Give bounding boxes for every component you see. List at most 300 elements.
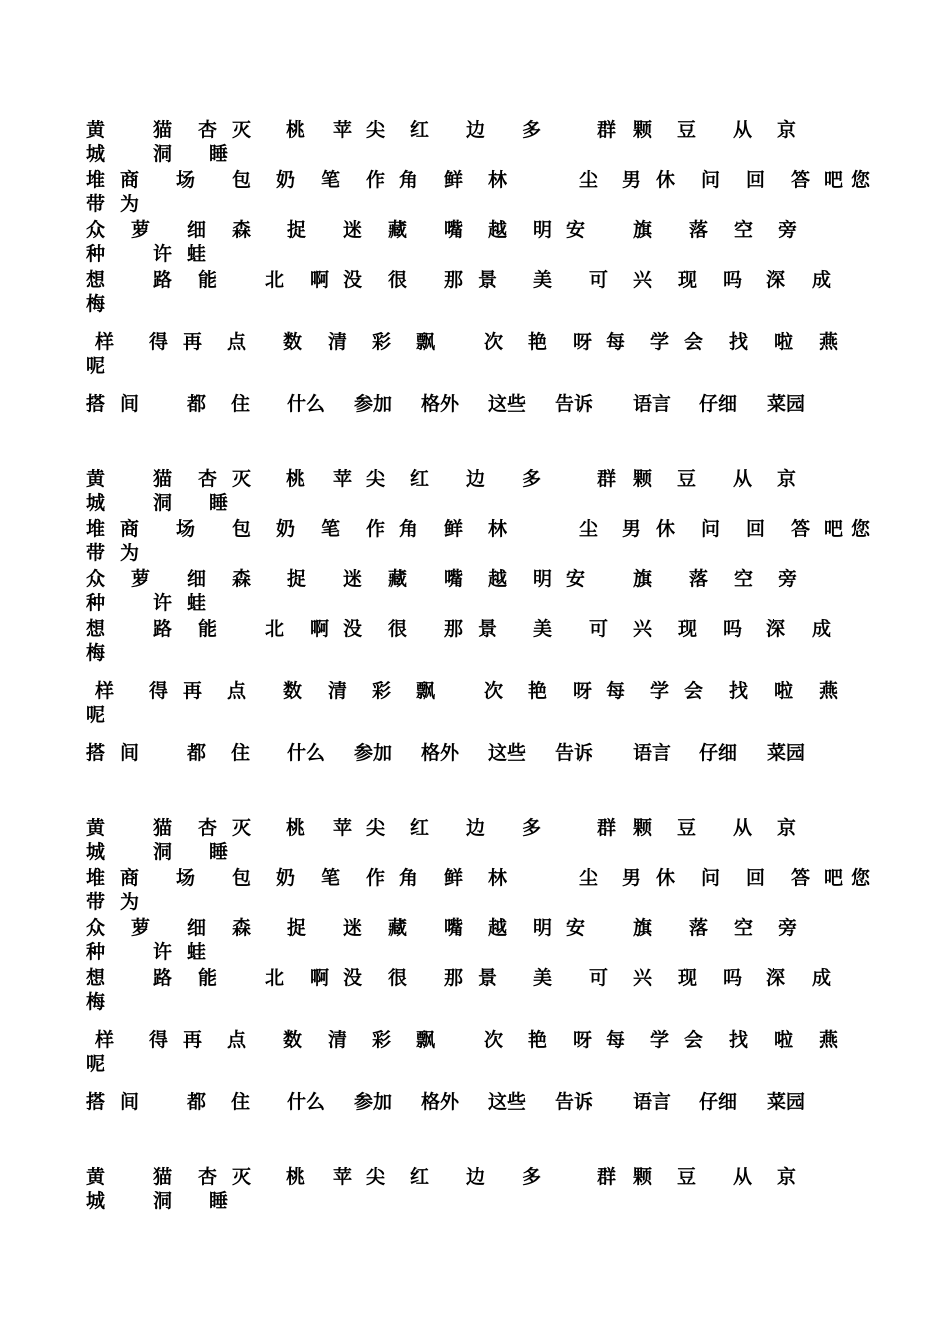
character-cell: 边 bbox=[466, 468, 486, 490]
character-cell: 参加 bbox=[354, 1091, 393, 1113]
character-cell: 笔 bbox=[321, 867, 341, 889]
character-cell: 男 bbox=[622, 518, 642, 540]
character-cell: 能 bbox=[198, 618, 218, 640]
text-line bbox=[86, 141, 856, 167]
character-cell: 现 bbox=[678, 967, 698, 989]
character-cell: 现 bbox=[678, 269, 698, 291]
text-line bbox=[86, 490, 856, 516]
character-cell: 包 bbox=[232, 518, 252, 540]
character-cell: 细 bbox=[187, 917, 207, 939]
character-cell: 众 bbox=[86, 917, 106, 939]
character-cell: 种 bbox=[86, 243, 106, 265]
character-cell: 猫 bbox=[153, 1166, 173, 1188]
character-cell: 颗 bbox=[633, 468, 653, 490]
character-cell: 堆 bbox=[86, 518, 106, 540]
character-cell: 住 bbox=[231, 1091, 251, 1113]
character-cell: 兴 bbox=[633, 967, 653, 989]
character-cell: 角 bbox=[399, 169, 419, 191]
character-cell: 格外 bbox=[421, 393, 460, 415]
character-cell: 颗 bbox=[633, 1166, 653, 1188]
character-cell: 菜园 bbox=[767, 1091, 806, 1113]
character-cell: 堆 bbox=[86, 867, 106, 889]
character-cell: 奶 bbox=[276, 518, 296, 540]
character-cell: 洞 bbox=[153, 143, 173, 165]
text-line bbox=[86, 1027, 856, 1053]
character-cell: 样 bbox=[95, 680, 115, 702]
text-line bbox=[86, 915, 856, 941]
character-cell: 语言 bbox=[633, 1091, 672, 1113]
character-cell: 尖 bbox=[366, 817, 386, 839]
character-cell: 都 bbox=[187, 393, 207, 415]
character-cell: 搭 bbox=[86, 1091, 106, 1113]
character-cell: 旁 bbox=[778, 219, 798, 241]
character-cell: 旁 bbox=[778, 917, 798, 939]
character-cell: 桃 bbox=[286, 817, 306, 839]
character-cell: 堆 bbox=[86, 169, 106, 191]
character-cell: 成 bbox=[812, 269, 832, 291]
character-cell: 多 bbox=[522, 1166, 542, 1188]
character-cell: 京 bbox=[777, 1166, 797, 1188]
character-cell: 清 bbox=[328, 680, 348, 702]
character-cell: 桃 bbox=[286, 1166, 306, 1188]
character-cell: 京 bbox=[777, 817, 797, 839]
character-cell: 萝 bbox=[131, 917, 151, 939]
character-cell: 从 bbox=[733, 119, 753, 141]
character-cell: 呢 bbox=[86, 704, 106, 726]
text-line bbox=[86, 1164, 856, 1190]
character-cell: 细 bbox=[187, 568, 207, 590]
character-cell: 洞 bbox=[153, 492, 173, 514]
character-cell: 什么 bbox=[287, 393, 326, 415]
character-cell: 很 bbox=[388, 967, 408, 989]
character-cell: 什么 bbox=[287, 742, 326, 764]
character-cell: 北 bbox=[265, 269, 285, 291]
character-cell: 找 bbox=[729, 1029, 749, 1051]
character-cell: 兴 bbox=[633, 618, 653, 640]
character-cell: 搭 bbox=[86, 742, 106, 764]
character-cell: 告诉 bbox=[555, 742, 594, 764]
text-line bbox=[86, 965, 856, 991]
character-cell: 样 bbox=[95, 331, 115, 353]
character-cell: 住 bbox=[231, 742, 251, 764]
character-cell: 菜园 bbox=[767, 393, 806, 415]
character-cell: 尖 bbox=[366, 468, 386, 490]
character-cell: 再 bbox=[183, 680, 203, 702]
text-line bbox=[86, 616, 856, 642]
character-cell: 群 bbox=[597, 817, 617, 839]
character-cell: 您 bbox=[851, 169, 871, 191]
character-cell: 次 bbox=[484, 331, 504, 353]
character-cell: 群 bbox=[597, 1166, 617, 1188]
character-cell: 林 bbox=[488, 518, 508, 540]
character-cell: 梅 bbox=[86, 991, 106, 1013]
character-cell: 没 bbox=[343, 618, 363, 640]
character-cell: 猫 bbox=[153, 119, 173, 141]
character-cell: 深 bbox=[766, 269, 786, 291]
character-cell: 城 bbox=[86, 143, 106, 165]
text-line bbox=[86, 678, 856, 704]
character-cell: 森 bbox=[232, 917, 252, 939]
character-cell: 黄 bbox=[86, 468, 106, 490]
character-cell: 休 bbox=[656, 169, 676, 191]
character-cell: 细 bbox=[187, 219, 207, 241]
character-cell: 角 bbox=[399, 867, 419, 889]
character-cell: 呢 bbox=[86, 1053, 106, 1075]
character-cell: 吗 bbox=[723, 618, 743, 640]
character-cell: 猫 bbox=[153, 468, 173, 490]
character-cell: 从 bbox=[733, 1166, 753, 1188]
text-line bbox=[86, 291, 856, 317]
text-line bbox=[86, 889, 856, 915]
character-cell: 得 bbox=[149, 680, 169, 702]
character-cell: 林 bbox=[488, 169, 508, 191]
character-cell: 数 bbox=[283, 680, 303, 702]
character-cell: 可 bbox=[589, 269, 609, 291]
character-cell: 捉 bbox=[287, 568, 307, 590]
character-cell: 燕 bbox=[819, 1029, 839, 1051]
character-cell: 苹 bbox=[333, 468, 353, 490]
character-cell: 那 bbox=[444, 618, 464, 640]
character-cell: 黄 bbox=[86, 119, 106, 141]
text-line bbox=[86, 702, 856, 728]
character-cell: 梅 bbox=[86, 642, 106, 664]
character-cell: 语言 bbox=[633, 393, 672, 415]
character-cell: 飘 bbox=[416, 1029, 436, 1051]
character-cell: 可 bbox=[589, 967, 609, 989]
character-cell: 清 bbox=[328, 331, 348, 353]
character-cell: 许 bbox=[153, 243, 173, 265]
character-cell: 都 bbox=[187, 1091, 207, 1113]
character-cell: 旁 bbox=[778, 568, 798, 590]
character-cell: 蛙 bbox=[187, 592, 207, 614]
character-cell: 休 bbox=[656, 518, 676, 540]
character-cell: 京 bbox=[777, 119, 797, 141]
character-cell: 安 bbox=[566, 219, 586, 241]
character-cell: 那 bbox=[444, 269, 464, 291]
character-cell: 想 bbox=[86, 269, 106, 291]
character-cell: 兴 bbox=[633, 269, 653, 291]
character-cell: 能 bbox=[198, 967, 218, 989]
character-cell: 种 bbox=[86, 941, 106, 963]
character-cell: 场 bbox=[176, 518, 196, 540]
character-cell: 参加 bbox=[354, 742, 393, 764]
character-cell: 这些 bbox=[488, 742, 527, 764]
character-cell: 您 bbox=[851, 867, 871, 889]
character-cell: 这些 bbox=[488, 1091, 527, 1113]
character-cell: 住 bbox=[231, 393, 251, 415]
text-line bbox=[86, 391, 856, 417]
character-cell: 什么 bbox=[287, 1091, 326, 1113]
character-cell: 点 bbox=[227, 1029, 247, 1051]
character-cell: 答 bbox=[791, 518, 811, 540]
character-cell: 明 bbox=[533, 219, 553, 241]
character-cell: 很 bbox=[388, 618, 408, 640]
character-cell: 没 bbox=[343, 967, 363, 989]
character-cell: 群 bbox=[597, 468, 617, 490]
character-cell: 这些 bbox=[488, 393, 527, 415]
character-cell: 景 bbox=[478, 269, 498, 291]
character-cell: 尘 bbox=[579, 169, 599, 191]
character-cell: 回 bbox=[746, 518, 766, 540]
character-cell: 艳 bbox=[528, 1029, 548, 1051]
text-line bbox=[86, 939, 856, 965]
character-cell: 再 bbox=[183, 1029, 203, 1051]
character-cell: 梅 bbox=[86, 293, 106, 315]
character-cell: 景 bbox=[478, 967, 498, 989]
character-cell: 迷 bbox=[343, 917, 363, 939]
character-cell: 明 bbox=[533, 568, 553, 590]
text-line bbox=[86, 117, 856, 143]
character-cell: 黄 bbox=[86, 1166, 106, 1188]
character-cell: 迷 bbox=[343, 219, 363, 241]
character-cell: 豆 bbox=[677, 817, 697, 839]
character-cell: 空 bbox=[734, 568, 754, 590]
character-cell: 答 bbox=[791, 867, 811, 889]
character-cell: 呀 bbox=[573, 331, 593, 353]
character-cell: 商 bbox=[120, 518, 140, 540]
character-cell: 成 bbox=[812, 618, 832, 640]
character-cell: 旗 bbox=[633, 917, 653, 939]
character-cell: 呀 bbox=[573, 680, 593, 702]
character-cell: 笔 bbox=[321, 169, 341, 191]
character-cell: 北 bbox=[265, 618, 285, 640]
character-cell: 蛙 bbox=[187, 941, 207, 963]
character-cell: 飘 bbox=[416, 680, 436, 702]
character-cell: 安 bbox=[566, 568, 586, 590]
character-cell: 嘴 bbox=[444, 219, 464, 241]
character-cell: 森 bbox=[232, 568, 252, 590]
character-cell: 睡 bbox=[209, 1190, 229, 1212]
character-cell: 森 bbox=[232, 219, 252, 241]
text-line bbox=[86, 329, 856, 355]
character-cell: 吧 bbox=[824, 518, 844, 540]
character-cell: 多 bbox=[522, 119, 542, 141]
character-cell: 彩 bbox=[372, 331, 392, 353]
character-cell: 间 bbox=[120, 742, 140, 764]
character-cell: 语言 bbox=[633, 742, 672, 764]
character-cell: 众 bbox=[86, 219, 106, 241]
character-cell: 想 bbox=[86, 618, 106, 640]
character-cell: 笔 bbox=[321, 518, 341, 540]
character-cell: 洞 bbox=[153, 841, 173, 863]
character-cell: 得 bbox=[149, 331, 169, 353]
character-cell: 仔细 bbox=[699, 1091, 738, 1113]
character-cell: 彩 bbox=[372, 680, 392, 702]
character-cell: 猫 bbox=[153, 817, 173, 839]
character-cell: 许 bbox=[153, 592, 173, 614]
text-line bbox=[86, 466, 856, 492]
character-cell: 带 bbox=[86, 542, 106, 564]
character-cell: 灭 bbox=[232, 817, 252, 839]
character-cell: 问 bbox=[701, 867, 721, 889]
character-cell: 萝 bbox=[131, 568, 151, 590]
character-cell: 男 bbox=[622, 169, 642, 191]
character-cell: 商 bbox=[120, 867, 140, 889]
character-cell: 藏 bbox=[388, 917, 408, 939]
text-line bbox=[86, 590, 856, 616]
character-cell: 桃 bbox=[286, 468, 306, 490]
character-cell: 次 bbox=[484, 1029, 504, 1051]
character-cell: 尘 bbox=[579, 867, 599, 889]
character-cell: 空 bbox=[734, 917, 754, 939]
character-cell: 众 bbox=[86, 568, 106, 590]
character-cell: 想 bbox=[86, 967, 106, 989]
character-cell: 捉 bbox=[287, 219, 307, 241]
text-line bbox=[86, 1188, 856, 1214]
character-cell: 路 bbox=[153, 618, 173, 640]
character-cell: 燕 bbox=[819, 331, 839, 353]
character-cell: 红 bbox=[410, 119, 430, 141]
character-cell: 作 bbox=[366, 867, 386, 889]
character-cell: 睡 bbox=[209, 143, 229, 165]
character-cell: 灭 bbox=[232, 119, 252, 141]
character-cell: 豆 bbox=[677, 468, 697, 490]
character-cell: 学 bbox=[650, 680, 670, 702]
character-cell: 告诉 bbox=[555, 393, 594, 415]
text-line bbox=[86, 540, 856, 566]
character-cell: 苹 bbox=[333, 1166, 353, 1188]
character-cell: 从 bbox=[733, 817, 753, 839]
character-cell: 路 bbox=[153, 967, 173, 989]
text-line bbox=[86, 566, 856, 592]
character-cell: 没 bbox=[343, 269, 363, 291]
character-cell: 休 bbox=[656, 867, 676, 889]
character-cell: 群 bbox=[597, 119, 617, 141]
character-cell: 红 bbox=[410, 1166, 430, 1188]
character-cell: 捉 bbox=[287, 917, 307, 939]
character-cell: 带 bbox=[86, 891, 106, 913]
character-cell: 您 bbox=[851, 518, 871, 540]
character-cell: 那 bbox=[444, 967, 464, 989]
character-cell: 京 bbox=[777, 468, 797, 490]
text-line bbox=[86, 516, 871, 542]
character-cell: 包 bbox=[232, 867, 252, 889]
character-cell: 答 bbox=[791, 169, 811, 191]
character-cell: 点 bbox=[227, 331, 247, 353]
character-cell: 学 bbox=[650, 331, 670, 353]
character-cell: 艳 bbox=[528, 331, 548, 353]
character-cell: 会 bbox=[684, 680, 704, 702]
character-cell: 每 bbox=[606, 1029, 626, 1051]
character-cell: 告诉 bbox=[555, 1091, 594, 1113]
character-cell: 从 bbox=[733, 468, 753, 490]
text-line bbox=[86, 989, 856, 1015]
character-cell: 落 bbox=[689, 917, 709, 939]
character-cell: 为 bbox=[120, 891, 140, 913]
character-cell: 带 bbox=[86, 193, 106, 215]
character-cell: 参加 bbox=[354, 393, 393, 415]
character-cell: 包 bbox=[232, 169, 252, 191]
character-cell: 清 bbox=[328, 1029, 348, 1051]
text-line bbox=[86, 1089, 856, 1115]
character-cell: 角 bbox=[399, 518, 419, 540]
character-cell: 美 bbox=[533, 269, 553, 291]
character-cell: 路 bbox=[153, 269, 173, 291]
character-cell: 美 bbox=[533, 618, 553, 640]
character-cell: 边 bbox=[466, 1166, 486, 1188]
text-line bbox=[86, 217, 856, 243]
character-cell: 菜园 bbox=[767, 742, 806, 764]
character-cell: 点 bbox=[227, 680, 247, 702]
character-cell: 安 bbox=[566, 917, 586, 939]
character-cell: 回 bbox=[746, 169, 766, 191]
character-cell: 尖 bbox=[366, 119, 386, 141]
character-cell: 啦 bbox=[774, 1029, 794, 1051]
character-cell: 找 bbox=[729, 680, 749, 702]
character-cell: 问 bbox=[701, 169, 721, 191]
character-cell: 灭 bbox=[232, 1166, 252, 1188]
text-line bbox=[86, 815, 856, 841]
character-cell: 艳 bbox=[528, 680, 548, 702]
character-cell: 呢 bbox=[86, 355, 106, 377]
character-cell: 落 bbox=[689, 568, 709, 590]
character-cell: 杏 bbox=[198, 817, 218, 839]
character-cell: 数 bbox=[283, 1029, 303, 1051]
character-cell: 空 bbox=[734, 219, 754, 241]
character-cell: 呀 bbox=[573, 1029, 593, 1051]
character-cell: 越 bbox=[488, 917, 508, 939]
character-cell: 嘴 bbox=[444, 917, 464, 939]
character-cell: 藏 bbox=[388, 219, 408, 241]
character-cell: 燕 bbox=[819, 680, 839, 702]
character-cell: 深 bbox=[766, 618, 786, 640]
character-cell: 奶 bbox=[276, 169, 296, 191]
character-cell: 再 bbox=[183, 331, 203, 353]
character-cell: 越 bbox=[488, 219, 508, 241]
character-cell: 成 bbox=[812, 967, 832, 989]
character-cell: 间 bbox=[120, 393, 140, 415]
character-cell: 吧 bbox=[824, 169, 844, 191]
character-cell: 景 bbox=[478, 618, 498, 640]
character-cell: 城 bbox=[86, 841, 106, 863]
character-cell: 都 bbox=[187, 742, 207, 764]
character-cell: 啊 bbox=[310, 967, 330, 989]
character-cell: 林 bbox=[488, 867, 508, 889]
character-cell: 尘 bbox=[579, 518, 599, 540]
character-cell: 深 bbox=[766, 967, 786, 989]
character-cell: 明 bbox=[533, 917, 553, 939]
character-cell: 豆 bbox=[677, 1166, 697, 1188]
character-cell: 彩 bbox=[372, 1029, 392, 1051]
character-cell: 吗 bbox=[723, 269, 743, 291]
character-cell: 啦 bbox=[774, 680, 794, 702]
character-cell: 红 bbox=[410, 817, 430, 839]
character-cell: 边 bbox=[466, 119, 486, 141]
character-cell: 格外 bbox=[421, 1091, 460, 1113]
character-cell: 仔细 bbox=[699, 393, 738, 415]
character-cell: 杏 bbox=[198, 119, 218, 141]
character-cell: 落 bbox=[689, 219, 709, 241]
character-cell: 男 bbox=[622, 867, 642, 889]
character-cell: 蛙 bbox=[187, 243, 207, 265]
character-cell: 吧 bbox=[824, 867, 844, 889]
character-cell: 鲜 bbox=[444, 867, 464, 889]
character-cell: 旗 bbox=[633, 219, 653, 241]
character-cell: 仔细 bbox=[699, 742, 738, 764]
text-line bbox=[86, 640, 856, 666]
character-cell: 鲜 bbox=[444, 169, 464, 191]
character-cell: 飘 bbox=[416, 331, 436, 353]
character-cell: 问 bbox=[701, 518, 721, 540]
character-cell: 可 bbox=[589, 618, 609, 640]
character-cell: 数 bbox=[283, 331, 303, 353]
character-cell: 现 bbox=[678, 618, 698, 640]
text-line bbox=[86, 167, 871, 193]
character-cell: 样 bbox=[95, 1029, 115, 1051]
character-cell: 睡 bbox=[209, 841, 229, 863]
character-cell: 多 bbox=[522, 468, 542, 490]
character-cell: 作 bbox=[366, 169, 386, 191]
